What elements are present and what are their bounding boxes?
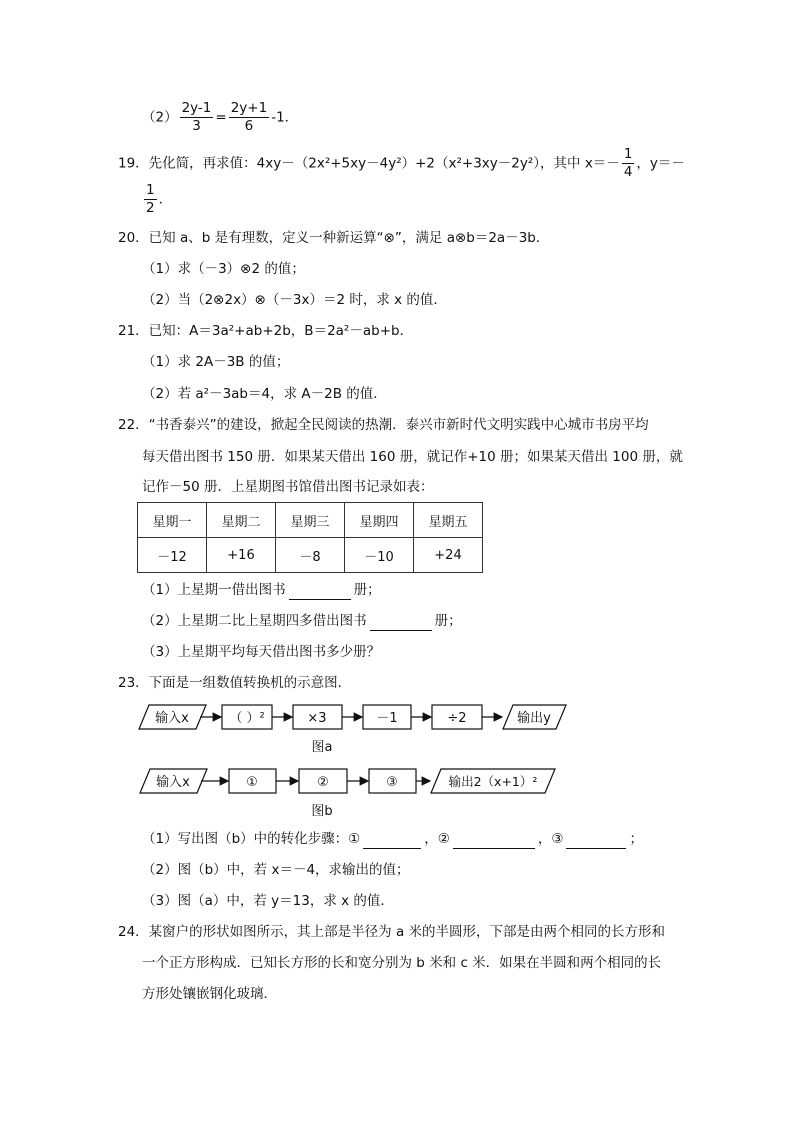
table-header-cell: 星期四: [345, 503, 414, 538]
q18-equals: =: [215, 109, 227, 126]
q18-frac1-denominator: 3: [192, 118, 201, 134]
q23-part1: [142, 829, 643, 849]
table-cell: +24: [414, 538, 483, 573]
fig-b-input-label: 输入x: [156, 775, 190, 790]
fig-b-caption: 图b: [311, 804, 333, 819]
q18-part2-label: （2）: [142, 109, 178, 126]
table-cell: －8: [276, 538, 345, 573]
q22-part2-text: （2）上星期二比上星期四多借出图书: [142, 613, 367, 629]
q23-part1-sep2: ，③: [537, 831, 564, 847]
q21-part2: （2）若 a²－3ab＝4，求 A－2B 的值．: [142, 386, 387, 402]
fig-a-step-label: ×3: [307, 711, 327, 726]
q22-line3: 记作－50 册．上星期图书馆借出图书记录如表：: [142, 479, 434, 495]
q19-y-numerator: 1: [146, 182, 155, 198]
fig-b-step-label: ③: [386, 775, 398, 790]
q23-part3: （3）图（a）中，若 y＝13，求 x 的值．: [142, 893, 394, 909]
table-cell: －10: [345, 538, 414, 573]
q19-y-denominator: 2: [146, 200, 155, 216]
q23-part1-sep1: ，②: [424, 831, 450, 847]
fig-a-step-label: ÷2: [447, 711, 467, 726]
q20-stem: 20．已知 a、b 是有理数，定义一种新运算“⊗”，满足 a⊗b＝2a－3b．: [118, 230, 550, 246]
q20-part1: （1）求（－3）⊗2 的值；: [142, 261, 305, 277]
q19-end: ．: [158, 191, 173, 208]
answer-blank[interactable]: [453, 834, 535, 849]
q18-frac1-numerator: 2y-1: [181, 100, 212, 116]
fig-a-output-label: 输出y: [517, 711, 551, 726]
fig-b-step-label: ①: [246, 775, 258, 790]
table-header-cell: 星期一: [138, 503, 207, 538]
q22-part1-unit: 册；: [353, 582, 381, 598]
fig-a-step-label: －1: [376, 711, 398, 726]
answer-blank[interactable]: [566, 834, 626, 849]
fig-b-step-label: ②: [317, 775, 329, 790]
fig-a-caption: 图a: [311, 740, 333, 755]
q18-tail: -1．: [271, 109, 299, 126]
q21-part1: （1）求 2A－3B 的值；: [142, 354, 290, 370]
q22-line1: 22．“书香泰兴”的建设，掀起全民阅读的热潮．泰兴市新时代文明实践中心城市书房平均: [118, 417, 649, 433]
q19-x-numerator: 1: [623, 146, 633, 162]
q19-text: 19．先化简，再求值：4xy－（2x²+5xy－4y²）+2（x²+3xy－2y²），其中 x＝－: [118, 155, 620, 172]
fig-b-output-label: 输出2（x+1）²: [448, 774, 538, 789]
q19-mid: ，y＝－: [636, 155, 685, 172]
q18-frac2-numerator: 2y+1: [230, 100, 268, 116]
q20-part2: （2）当（2⊗2x）⊗（－3x）＝2 时，求 x 的值．: [142, 292, 447, 308]
q19-x-denominator: 4: [623, 164, 633, 180]
q18-frac2-denominator: 6: [244, 118, 254, 134]
q22-part1-text: （1）上星期一借出图书: [142, 582, 286, 598]
fig-a-step-label: （ ）²: [229, 711, 265, 726]
q22-line2: 每天借出图书 150 册．如果某天借出 160 册，就记作+10 册；如果某天借出 100 册，就: [142, 449, 683, 465]
table-header-cell: 星期二: [207, 503, 276, 538]
q22-part2-unit: 册；: [434, 613, 462, 629]
q24-line2: 一个正方形构成．已知长方形的长和宽分别为 b 米和 c 米．如果在半圆和两个相同的长: [142, 955, 662, 971]
q24-line1: 24．某窗户的形状如图所示，其上部是半径为 a 米的半圆形，下部是由两个相同的长方形和: [118, 924, 666, 940]
table-cell: +16: [207, 538, 276, 573]
q24-line3: 方形处镶嵌钢化玻璃．: [142, 986, 277, 1002]
q23-stem: 23．下面是一组数值转换机的示意图．: [118, 675, 352, 691]
q23-part1-text: （1）写出图（b）中的转化步骤：①: [142, 831, 361, 847]
table-header-cell: 星期五: [414, 503, 483, 538]
fig-a-input-label: 输入x: [155, 711, 189, 726]
table-cell: －12: [138, 538, 207, 573]
q22-part3: （3）上星期平均每天借出图书多少册？: [142, 644, 381, 660]
table-header-cell: 星期三: [276, 503, 345, 538]
answer-blank[interactable]: [363, 834, 421, 849]
q23-part2: （2）图（b）中，若 x＝－4，求输出的值；: [142, 862, 410, 878]
q23-part1-end: ；: [629, 831, 643, 847]
q21-stem: 21．已知：A＝3a²+ab+2b，B＝2a²－ab+b．: [118, 323, 414, 339]
